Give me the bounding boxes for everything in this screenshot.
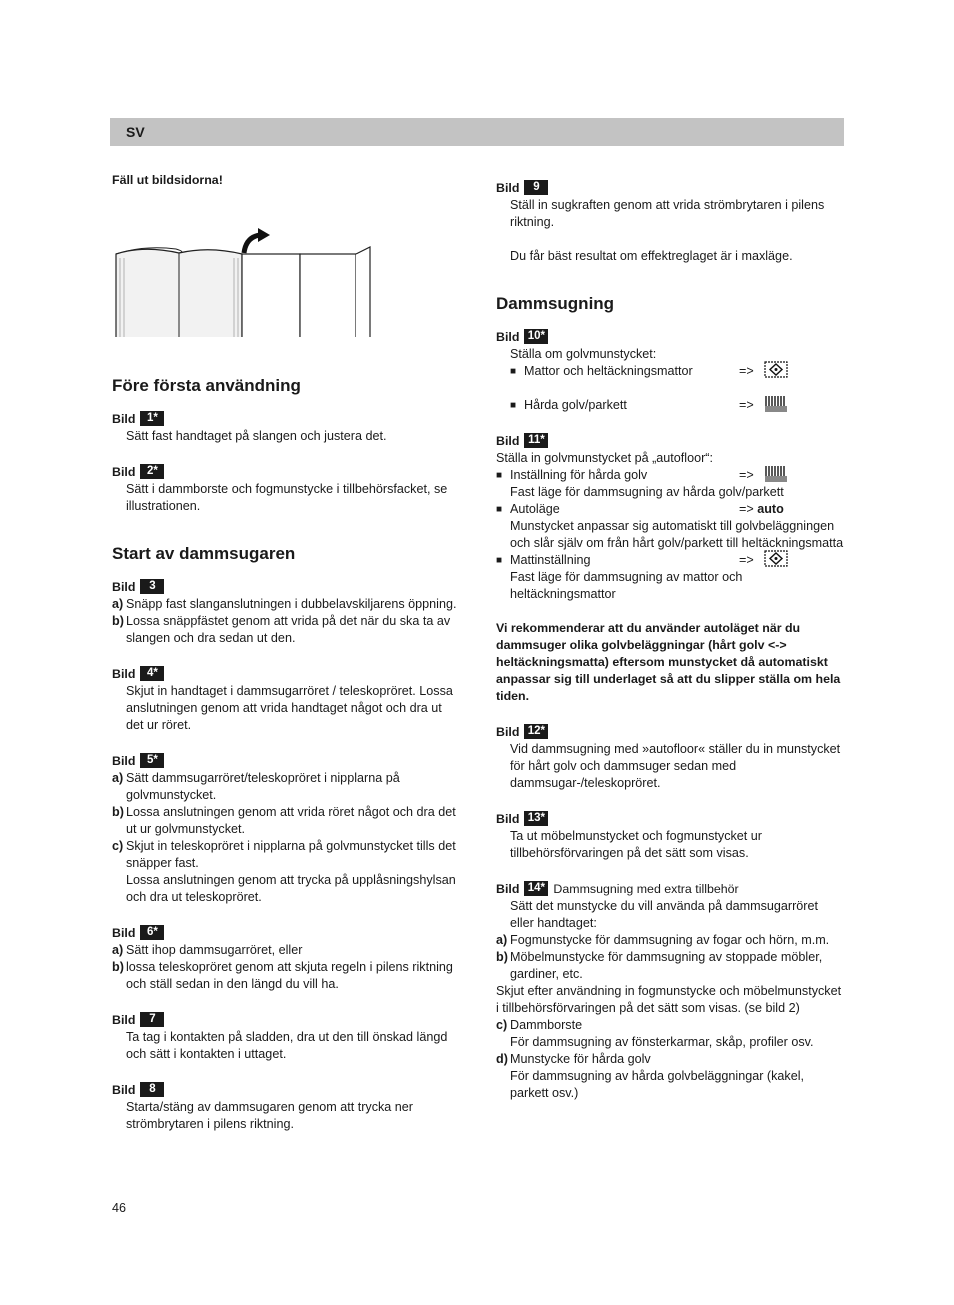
list-item: a) Fogmunstycke för dammsugning av fogar och hörn, m.m. [496,933,830,947]
list-item: a) Sätt dammsugarröret/teleskopröret i nipplarna på golvmunstycket. [112,771,400,802]
section-title-start: Start av dammsugaren [112,544,296,563]
setting-label: Hårda golv/parkett [524,398,627,412]
bullet: ■ [496,504,503,515]
instruction-text: Skjut efter användning in fogmunstycke och möbelmunstycket i tillbehörsförvaringen på det sätt som visas. (se bild 2) [496,984,842,1015]
left-column [112,172,462,1133]
setting-row [496,501,844,518]
bild-4-block [112,664,462,734]
bild-13-block [496,809,844,862]
bild-9-block [496,178,844,265]
figure-ref-badge: 2* [140,464,164,479]
arrow: => [739,398,754,412]
figure-ref-badge: 14* [524,881,548,896]
setting-label: Inställning för hårda golv [510,468,648,482]
bullet: ■ [510,400,517,411]
hard-floor-mode-icon [764,465,788,482]
figure-ref-badge: 8 [140,1082,164,1097]
bild-label: Bild [496,812,520,826]
figure-ref-badge: 11* [524,433,548,448]
item-description: För dammsugning av fönsterkarmar, skåp, profiler osv. [510,1035,814,1049]
page-number: 46 [112,1201,127,1215]
bild-14-block [496,879,844,1102]
setting-row [496,552,844,569]
hard-floor-mode-icon [764,395,788,412]
list-item: d) Munstycke för hårda golv [496,1052,651,1066]
figure-ref-badge: 7 [140,1012,164,1027]
arrow: => [739,468,754,482]
figure-ref-badge: 3 [140,579,164,594]
list-item: b) lossa teleskopröret genom att skjuta regeln i pilens riktning och ställ sedan in den längd du vill ha. [112,960,453,991]
bild-label: Bild [112,1083,136,1097]
right-column [496,178,844,1102]
setting-row [496,467,844,484]
bild-label: Bild [112,465,136,479]
bild-label: Bild [496,330,520,344]
instruction-text: Du får bäst resultat om effektreglaget är i maxläge. [510,249,793,263]
list-item: a) Sätt ihop dammsugarröret, eller [112,943,303,957]
bild-6-block [112,923,462,993]
bild-8-block [112,1080,462,1133]
instruction-text: Sätt fast handtaget på slangen och justera det. [126,429,387,443]
bild-label: Bild [112,754,136,768]
figure-ref-badge: 12* [524,724,548,739]
recommendation-note: Vi rekommenderar att du använder autoläget när du dammsuger olika golvbeläggningar (hårt golv <-> heltäckningsmatta) eftersom munstycket då automatiskt anpassar sig till underlaget så att du slipper ställa om hela tiden. [496,621,841,703]
bild-11-block [496,431,844,603]
instruction-text: Ställa in golvmunstycket på „autofloor“: [496,451,713,465]
setting-row [496,363,844,380]
instruction-text: Skjut in handtaget i dammsugarröret / teleskopröret. Lossa anslutningen genom att vrida handtaget något och dra ut det ur röret. [126,684,453,732]
instruction-text: Lossa anslutningen genom att trycka på upplåsningshylsan och dra ut teleskopröret. [126,873,456,904]
bild-label: Bild [112,667,136,681]
bild-12-block [496,722,844,792]
bild-label: Bild [112,580,136,594]
figure-ref-badge: 13* [524,811,548,826]
arrow: => [739,364,754,378]
instruction-text: Sätt i dammborste och fogmunstycke i tillbehörsfacket, se illustrationen. [126,482,448,513]
list-item: b) Möbelmunstycke för dammsugning av stoppade möbler, gardiner, etc. [496,950,823,981]
language-code: SV [126,124,145,140]
carpet-mode-icon [764,550,788,567]
setting-label: Mattor och heltäckningsmattor [524,364,693,378]
carpet-mode-icon [764,361,788,378]
bild-label: Bild [496,181,520,195]
bild-1-block [112,409,462,445]
list-item: c) Skjut in teleskopröret i nipplarna på golvmunstycket tills det snäpper fast. [112,839,456,870]
instruction-text: Ställa om golvmunstycket: [510,347,657,361]
figure-ref-badge: 4* [140,666,164,681]
list-item: b) Lossa anslutningen genom att vrida röret något och dra det ut ur golvmunstycket. [112,805,456,836]
instruction-text: Ta ut möbelmunstycket och fogmunstycket ur tillbehörsförvaringen på det sätt som visas. [510,829,762,860]
instruction-text: Ställ in sugkraften genom att vrida strömbrytaren i pilens riktning. [510,198,825,229]
arrow: => [739,553,754,567]
figure-ref-badge: 9 [524,180,548,195]
arrow: => auto [739,502,784,516]
instruction-text: Vid dammsugning med »autofloor« ställer du in munstycket för hårt golv och dammsuger sedan med dammsugar-/teleskopröret. [510,742,841,790]
list-item: c) Dammborste [496,1018,583,1032]
figure-ref-badge: 1* [140,411,164,426]
setting-label: Mattinställning [510,553,591,567]
figure-ref-badge: 10* [524,329,548,344]
item-description: För dammsugning av hårda golvbeläggningar (kakel, parkett osv.) [510,1069,805,1100]
bullet: ■ [510,366,517,377]
fold-out-book-illustration [114,227,376,337]
bild-label: Bild [496,725,520,739]
setting-description: Fast läge för dammsugning av mattor och heltäckningsmattor [510,570,743,601]
bild-7-block [112,1010,462,1063]
section-title-vacuuming: Dammsugning [496,294,615,313]
bild-label: Bild [112,412,136,426]
setting-row [496,397,844,414]
bild-label: Bild [112,926,136,940]
bild-10-block [496,327,844,414]
bullet: ■ [496,555,503,566]
list-item: a) Snäpp fast slanganslutningen i dubbelavskiljarens öppning. [112,597,457,611]
bild-2-block [112,462,462,515]
fold-note: Fäll ut bildsidorna! [112,173,223,187]
setting-description: Fast läge för dammsugning av hårda golv/parkett [510,485,784,499]
instruction-text: Starta/stäng av dammsugaren genom att trycka ner strömbrytaren i pilens riktning. [126,1100,413,1131]
bild-label: Bild [112,1013,136,1027]
bild-3-block [112,577,462,647]
bild-label: Bild [496,434,520,448]
list-item: b) Lossa snäppfästet genom att vrida på det när du ska ta av slangen och dra sedan ut den. [112,614,451,645]
section-title-first-use: Före första användning [112,376,301,395]
setting-label: Autoläge [510,502,560,516]
bild-5-block [112,751,462,906]
bild-title: Dammsugning med extra tillbehör [553,882,739,896]
instruction-text: Ta tag i kontakten på sladden, dra ut den till önskad längd och sätt i kontakten i uttaget. [126,1030,448,1061]
setting-description: Munstycket anpassar sig automatiskt till golvbeläggningen och slår själv om från hårt golv/parkett till heltäckningsmatta [510,519,844,550]
figure-ref-badge: 6* [140,925,164,940]
bild-label: Bild [496,882,520,896]
language-header-bar [110,118,844,146]
instruction-text: Sätt det munstycke du vill använda på dammsugarröret eller handtaget: [510,899,819,930]
figure-ref-badge: 5* [140,753,164,768]
bullet: ■ [496,470,503,481]
